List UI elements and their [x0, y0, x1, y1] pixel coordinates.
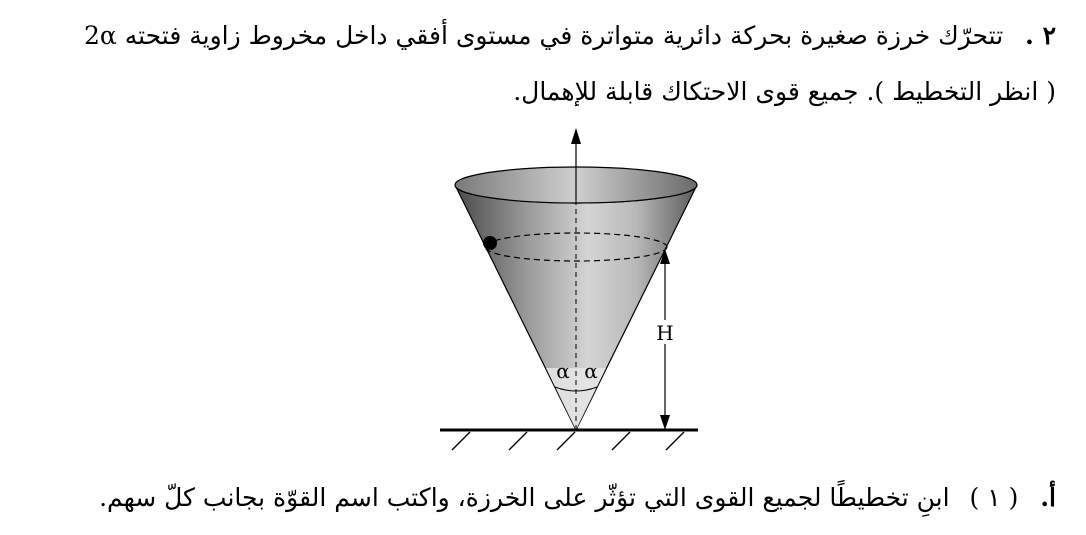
- question-number: ٢ .: [1025, 21, 1056, 50]
- axis-arrowhead: [571, 128, 581, 144]
- alpha-right-label: α: [584, 359, 598, 383]
- question-text-1: تتحرّك خرزة صغيرة بحركة دائرية متواترة في مستوى أفقي داخل مخروط زاوية فتحته: [124, 21, 1004, 50]
- bead: [483, 236, 497, 250]
- question-line-1: [84, 18, 1056, 54]
- subquestion-text: ابنِ تخطيطًا لجميع القوى التي تؤثّر على الخرزة، واكتب اسم القوّة بجانب كلّ سهم.: [99, 483, 950, 512]
- question-text-2: ( انظر التخطيط ). جميع قوى الاحتكاك قابلة للإهمال.: [513, 77, 1056, 106]
- angle-expression: 2α: [83, 21, 117, 50]
- subquestion-line: [99, 480, 1056, 516]
- alpha-left-label: α: [556, 359, 570, 383]
- question-line-2: [513, 74, 1056, 110]
- height-arrowhead-bottom: [660, 415, 670, 430]
- subquestion-points: ( ١ ): [969, 483, 1019, 512]
- ground-hatching: [452, 432, 684, 450]
- subquestion-label: أ.: [1040, 483, 1056, 512]
- cone-diagram: [420, 120, 720, 460]
- height-label: H: [656, 321, 674, 345]
